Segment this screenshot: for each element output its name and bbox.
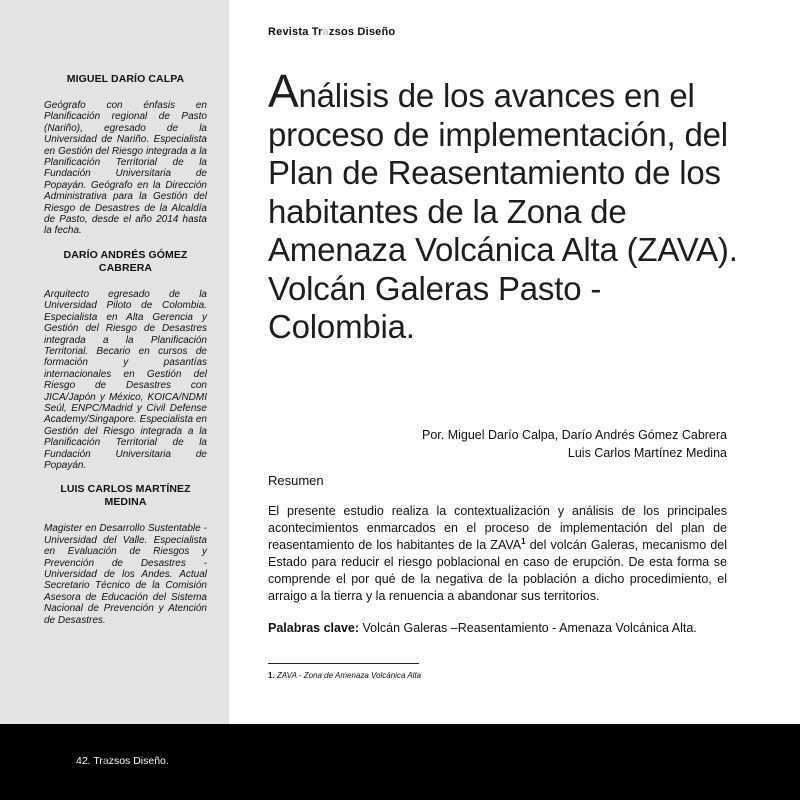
author-bio: Arquitecto egresado de la Universidad Piloto de Colombia. Especialista en Alta Gerencia y Gestión del Riesgo de Desastres integrada a la Planificación Territorial. Becario en cursos de formación y pasantías internacionales en Gestión del Riesgo de Desastres con JICA/Japón y México, KOICA/NDMI Seúl, ENPC/Madrid y Civil Defense Academy/Singapore. Especialista en Gestión del Riesgo integrada a la Planificación Territorial de la Fundación Universitaria de Popayán. [44,288,207,471]
footnote-number: 1. [268,671,275,680]
author-sidebar [0,0,229,724]
byline-line: Por. Miguel Darío Calpa, Darío Andrés Gómez Cabrera [422,428,727,442]
abstract-text: del volcán Galeras, mecanismo del Estado para reducir el riesgo poblacional en caso de erupción. De esta forma se comprende el por qué de la negativa de la población a dicho procedimiento, el arraigo a la tierra y la renuencia a abandonar sus territorios. [268,538,727,603]
abstract-body [268,503,727,605]
footnote-text: ZAVA - Zona de Amenaza Volcánica Alta [274,671,422,680]
keywords [268,620,728,637]
byline [422,426,727,462]
keywords-label: Palabras clave: [268,621,360,635]
author-name: DARÍO ANDRÉS GÓMEZ CABRERA [63,248,188,274]
footnote-marker: 1 [521,537,526,546]
footnote-divider [268,663,419,664]
title-dropcap: A [268,65,299,117]
journal-name-part: Revista Tr [268,26,323,38]
footer-page-number [76,755,169,767]
title-text: nálisis de los avances en el proceso de implementación, del Plan de Reasentamiento de los habitantes de la Zona de Amenaza Volcánica Alta (ZAVA). Volcán Galeras Pasto - Colombia. [268,77,738,345]
footer-bar [0,724,800,800]
abstract-heading: Resumen [268,473,324,488]
article-title [268,65,738,347]
author-bio: Magister en Desarrollo Sustentable - Universidad del Valle. Especialista en Evaluación de Riesgos y Prevención de Desastres - Universidad de los Andes. Actual Secretario Técnico de la Comisión Asesora de Educación del Sistema Nacional de Prevención y Atención de Desastres. [44,523,207,626]
abstract-text: El presente estudio realiza la contextualización y análisis de los principales acontecimientos enmarcados en el proceso de implementación del plan de reasentamiento de los habitantes de la ZAVA [268,504,727,552]
journal-name-accent: a [322,26,329,38]
author-name: MIGUEL DARÍO CALPA [66,73,185,85]
footer-text: 42. Tr [76,755,103,767]
journal-header [268,26,395,38]
footnote [268,671,421,680]
byline-line: Luis Carlos Martínez Medina [567,446,727,460]
keywords-text: Volcán Galeras –Reasentamiento - Amenaza Volcánica Alta. [359,621,697,635]
author-bio: Geógrafo con énfasis en Planificación regional de Pasto (Nariño), egresado de la Universidad de Nariño. Especialista en Gestión del Riesgo integrada a la Planificación Territorial de la Fundación Universitaria de Popayán. Geógrafo en la Dirección Administrativa para la Gestión del Riesgo de Desastres de la Alcaldía de Pasto, desde el año 2014 hasta la fecha. [44,100,207,237]
author-name: LUIS CARLOS MARTÍNEZ MEDINA [60,483,191,509]
footer-brand-accent: a [102,755,109,767]
journal-name-part: zsos Diseño [328,26,396,38]
footer-text: zsos Diseño. [108,755,169,767]
